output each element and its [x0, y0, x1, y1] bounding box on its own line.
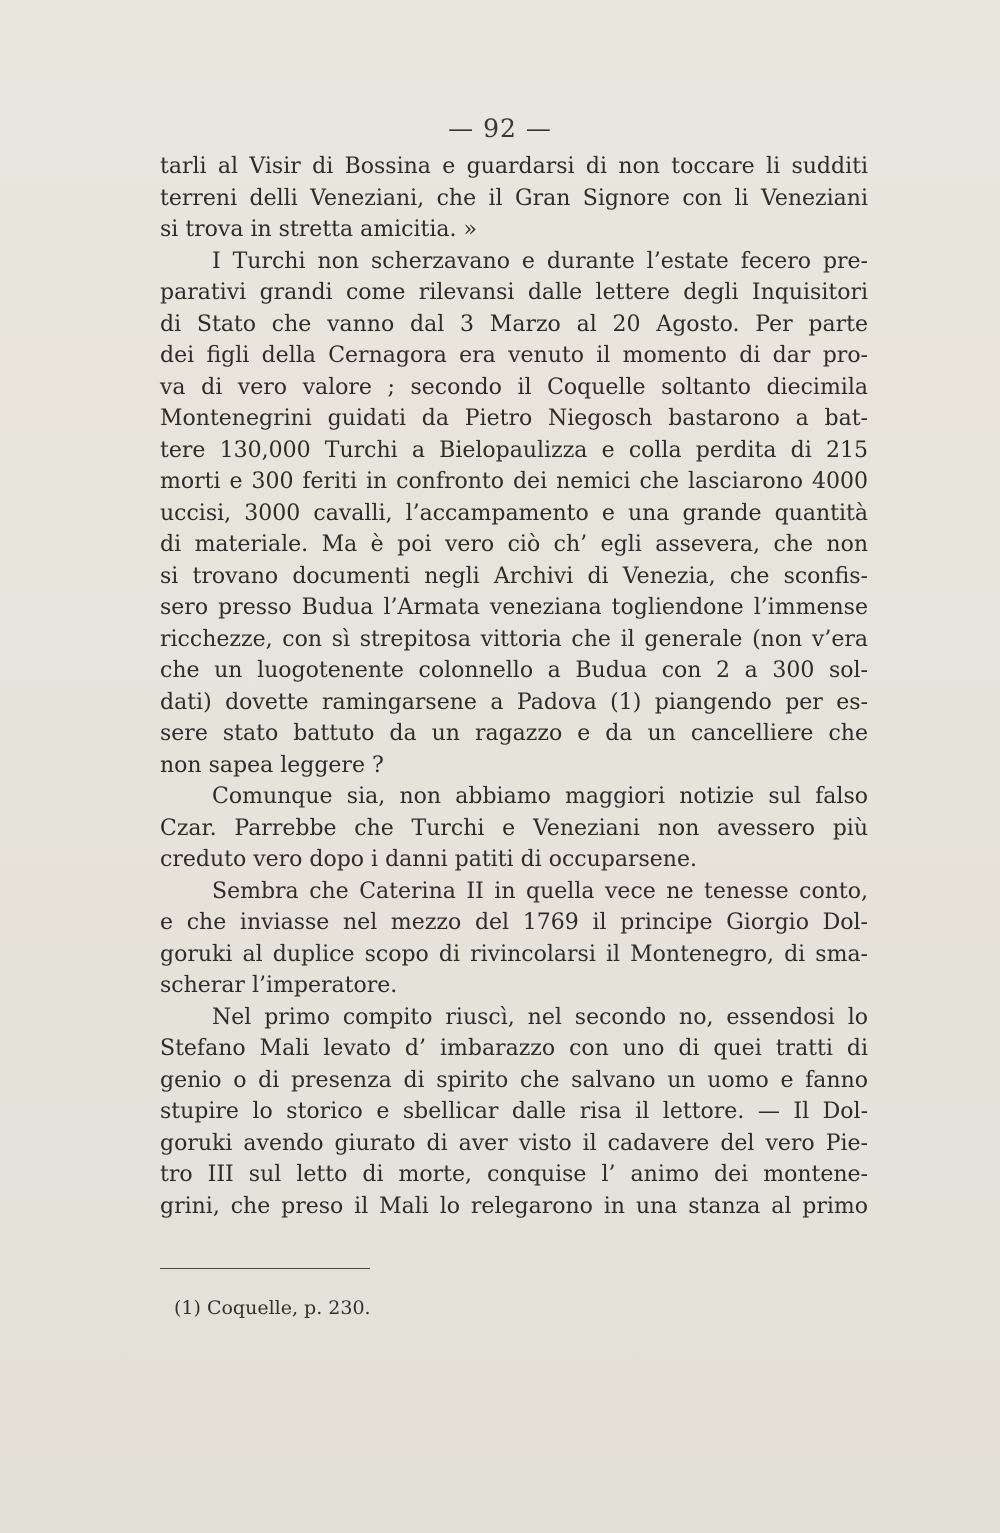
text-line: terreni delli Veneziani, che il Gran Signore con li Veneziani	[160, 185, 868, 211]
text-line: grini, che preso il Mali lo relegarono in una stanza al primo	[160, 1193, 868, 1219]
text-line: di Stato che vanno dal 3 Marzo al 20 Agosto. Per parte	[160, 311, 868, 337]
text-line: uccisi, 3000 cavalli, l’accampamento e una grande quantità	[160, 500, 868, 526]
footnote-divider	[160, 1268, 370, 1269]
text-line: Montenegrini guidati da Pietro Niegosch bastarono a bat-	[160, 406, 868, 431]
text-line: morti e 300 feriti in confronto dei nemici che lasciarono 4000	[160, 469, 868, 494]
text-line: sere stato battuto da un ragazzo e da un cancelliere che	[160, 721, 868, 746]
text-line: goruki avendo giurato di aver visto il cadavere del vero Pie-	[160, 1130, 868, 1156]
text-line: stupire lo storico e sbellicar dalle risa il lettore. — Il Dol-	[160, 1099, 868, 1124]
footnote: (1) Coquelle, p. 230.	[174, 1297, 371, 1319]
text-line: tro III sul letto di morte, conquise l’ animo dei montene-	[160, 1162, 868, 1187]
text-line: va di vero valore ; secondo il Coquelle soltanto diecimila	[160, 374, 868, 400]
text-line: Nel primo compito riuscì, nel secondo no, essendosi lo	[212, 1004, 868, 1030]
text-line: creduto vero dopo i danni patiti di occuparsene.	[160, 847, 697, 872]
text-line: genio o di presenza di spirito che salvano un uomo e fanno	[160, 1067, 868, 1093]
text-line: che un luogotenente colonnello a Budua con 2 a 300 sol-	[160, 658, 868, 683]
text-line: sero presso Budua l’Armata veneziana togliendone l’immense	[160, 595, 868, 620]
text-line: di materiale. Ma è poi vero ciò ch’ egli assevera, che non	[160, 532, 868, 557]
text-line: non sapea leggere ?	[160, 752, 384, 778]
text-line: Stefano Mali levato d’ imbarazzo con uno di quei tratti di	[160, 1036, 868, 1061]
text-line: ricchezze, con sì strepitosa vittoria che il generale (non v’era	[160, 626, 868, 652]
text-line: parativi grandi come rilevansi dalle lettere degli Inquisitori	[160, 280, 868, 305]
text-line: dei figli della Cernagora era venuto il momento di dar pro-	[160, 343, 868, 368]
body-text	[160, 151, 868, 1222]
text-line: I Turchi non scherzavano e durante l’estate fecero pre-	[212, 248, 868, 274]
text-line: e che inviasse nel mezzo del 1769 il principe Giorgio Dol-	[160, 910, 868, 935]
text-line: si trovano documenti negli Archivi di Venezia, che sconfis-	[160, 563, 868, 589]
text-line: Sembra che Caterina II in quella vece ne tenesse conto,	[212, 878, 868, 904]
text-line: goruki al duplice scopo di rivincolarsi il Montenegro, di sma-	[160, 941, 868, 967]
text-line: Czar. Parrebbe che Turchi e Veneziani non avessero più	[160, 815, 868, 841]
text-line: dati) dovette ramingarsene a Padova (1) piangendo per es-	[160, 689, 868, 715]
text-line: tarli al Visir di Bossina e guardarsi di non toccare li sudditi	[160, 154, 868, 179]
text-line: Comunque sia, non abbiamo maggiori notizie sul falso	[212, 784, 868, 809]
text-line: scherar l’imperatore.	[160, 973, 398, 998]
page-number: — 92 —	[448, 114, 552, 143]
text-line: tere 130,000 Turchi a Bielopaulizza e colla perdita di 215	[160, 437, 868, 463]
text-line: si trova in stretta amicitia. »	[160, 217, 477, 242]
